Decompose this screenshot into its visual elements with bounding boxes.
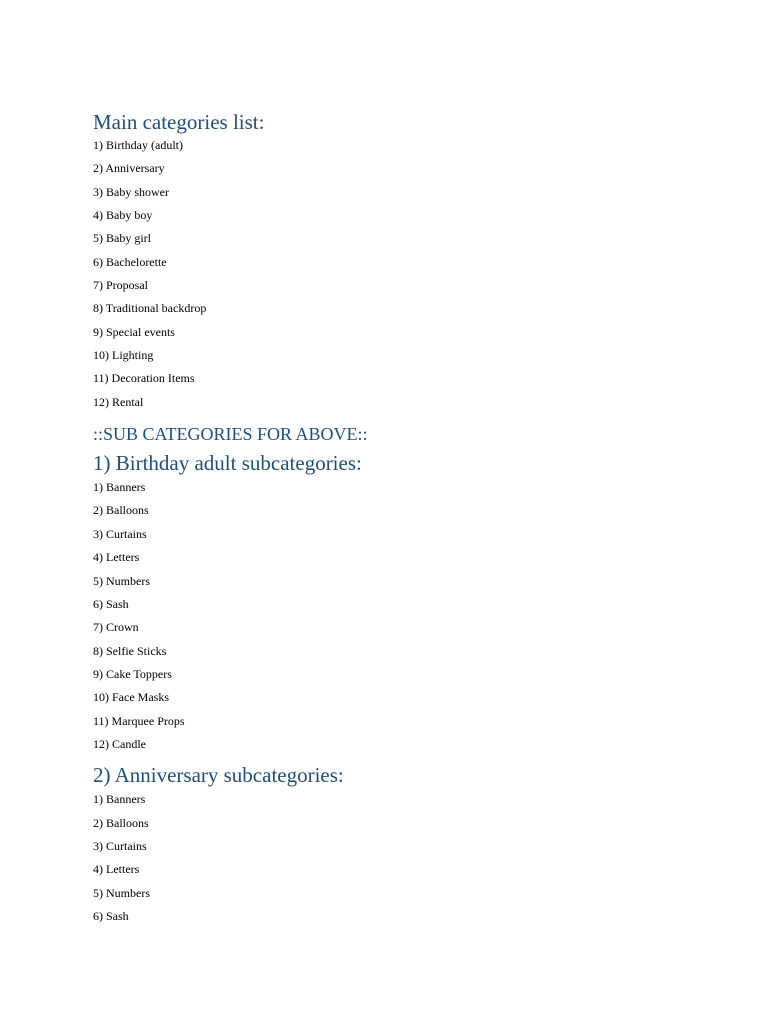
list-item: 6) Bachelorette	[93, 254, 167, 269]
list-item: 2) Anniversary	[93, 161, 165, 176]
list-item: 9) Cake Toppers	[93, 666, 172, 681]
list-item: 7) Proposal	[93, 278, 148, 293]
list-item: 11) Decoration Items	[93, 371, 195, 386]
list-item: 7) Crown	[93, 620, 139, 635]
list-item: 6) Sash	[93, 596, 129, 611]
list-item: 4) Baby boy	[93, 208, 153, 223]
list-item: 8) Traditional backdrop	[93, 301, 207, 316]
list-item: 5) Baby girl	[93, 231, 151, 246]
list-item: 3) Curtains	[93, 838, 147, 853]
list-item: 10) Face Masks	[93, 690, 169, 705]
birthday-adult-heading: 1) Birthday adult subcategories:	[93, 451, 362, 476]
main-categories-heading: Main categories list:	[93, 110, 265, 134]
sub-categories-title: ::SUB CATEGORIES FOR ABOVE::	[93, 424, 368, 445]
list-item: 1) Banners	[93, 480, 146, 495]
list-item: 6) Sash	[93, 908, 129, 923]
list-item: 2) Balloons	[93, 815, 149, 830]
list-item: 12) Candle	[93, 736, 146, 751]
birthday-adult-list	[93, 481, 733, 761]
list-item: 2) Balloons	[93, 503, 149, 518]
list-item: 12) Rental	[93, 394, 144, 409]
document-page	[93, 110, 733, 933]
list-item: 8) Selfie Sticks	[93, 643, 167, 658]
list-item: 4) Letters	[93, 862, 140, 877]
main-categories-list	[93, 139, 733, 419]
list-item: 5) Numbers	[93, 885, 150, 900]
list-item: 3) Baby shower	[93, 184, 169, 199]
list-item: 11) Marquee Props	[93, 713, 185, 728]
list-item: 4) Letters	[93, 550, 140, 565]
list-item: 9) Special events	[93, 324, 175, 339]
list-item: 1) Birthday (adult)	[93, 138, 183, 152]
list-item: 3) Curtains	[93, 526, 147, 541]
list-item: 10) Lighting	[93, 348, 154, 363]
anniversary-heading: 2) Anniversary subcategories:	[93, 763, 344, 788]
anniversary-list	[93, 793, 733, 933]
list-item: 5) Numbers	[93, 573, 150, 588]
list-item: 1) Banners	[93, 792, 146, 807]
